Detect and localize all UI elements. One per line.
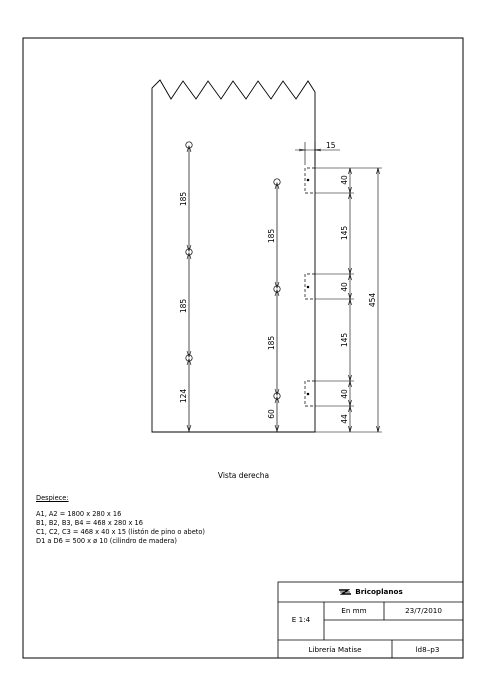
view-title: Vista derecha xyxy=(217,471,270,480)
dim-left-3: 124 xyxy=(179,388,188,404)
dowel-hole xyxy=(186,249,192,255)
units-label: En mm xyxy=(341,606,367,615)
dim-left-2: 185 xyxy=(179,298,188,314)
dim-chain-2: 145 xyxy=(340,225,349,241)
dim-chain-4: 145 xyxy=(340,332,349,348)
dowel-hole xyxy=(274,179,280,185)
battens xyxy=(305,168,315,406)
title-block xyxy=(278,582,463,658)
sheet-border xyxy=(23,38,463,658)
parts-list-item: D1 a D6 = 500 x ø 10 (cilindro de madera) xyxy=(36,537,177,545)
parts-list-item: A1, A2 = 1800 x 280 x 16 xyxy=(36,510,122,518)
date-label: 23/7/2010 xyxy=(405,606,442,615)
dowel-hole xyxy=(274,286,280,292)
dim-chain-1: 40 xyxy=(340,175,349,185)
side-panel-outline xyxy=(152,80,315,432)
parts-list-heading: Despiece: xyxy=(36,494,69,502)
brand-name: Bricoplanos xyxy=(355,587,403,596)
middle-dowel-column xyxy=(274,179,280,432)
dim-mid-3: 60 xyxy=(267,409,276,419)
dim-mid-1: 185 xyxy=(267,228,276,244)
batten-top xyxy=(305,168,315,193)
sheet-code: ld8–p3 xyxy=(415,645,440,654)
dim-top: 15 xyxy=(326,141,336,150)
dim-left-1: 185 xyxy=(179,191,188,207)
left-dowel-column xyxy=(186,142,192,432)
dim-chain-6: 44 xyxy=(340,414,349,424)
dim-chain-3: 40 xyxy=(340,282,349,292)
title-block-brand xyxy=(278,587,463,596)
batten-middle xyxy=(305,274,315,299)
dim-chain-5: 40 xyxy=(340,389,349,399)
dim-mid-2: 185 xyxy=(267,335,276,351)
dowel-hole xyxy=(186,142,192,148)
dowel-hole xyxy=(186,355,192,361)
dowel-hole xyxy=(274,393,280,399)
parts-list xyxy=(36,494,205,546)
bricoplanos-logo-icon xyxy=(338,588,352,596)
project-name: Librería Matise xyxy=(308,645,362,654)
dim-overall: 454 xyxy=(368,292,377,308)
batten-bottom xyxy=(305,381,315,406)
parts-list-item: C1, C2, C3 = 468 x 40 x 15 (listón de pino o abeto) xyxy=(36,528,205,536)
parts-list-item: B1, B2, B3, B4 = 468 x 280 x 16 xyxy=(36,519,143,527)
scale-label: E 1:4 xyxy=(291,615,311,624)
